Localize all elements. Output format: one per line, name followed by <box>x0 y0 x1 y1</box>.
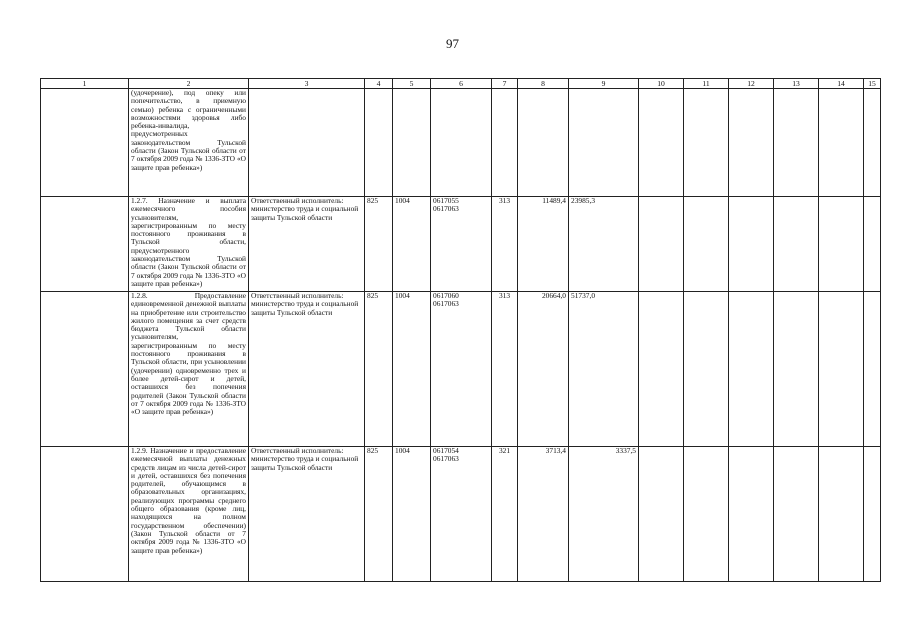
header-cell: 11 <box>684 79 729 89</box>
cell-executor: Ответственный исполнитель: министерство труда и социальной защиты Тульской области <box>249 197 365 292</box>
cell-executor: Ответственный исполнитель: министерство труда и социальной защиты Тульской области <box>249 292 365 447</box>
cell-col9: 3337,5 <box>569 447 639 582</box>
cell-col10 <box>639 292 684 447</box>
header-cell: 6 <box>431 79 492 89</box>
table-row <box>41 447 881 582</box>
cell-col6: 0617060 0617063 <box>431 292 492 447</box>
cell-col4: 825 <box>365 292 393 447</box>
budget-table <box>40 78 881 582</box>
page-number: 97 <box>446 36 459 51</box>
cell-description: 1.2.7. Назначение и выплата ежемесячного пособия усыновителям, зарегистрированным по месту постоянного проживания в Тульской области, предусмотренного законодательством Тульской области (Закон Тульской области от 7 октября 2009 года № 1336-ЗТО «О защите прав ребенка») <box>129 197 249 292</box>
cell-col9: 23985,3 <box>569 197 639 292</box>
cell-col11 <box>684 292 729 447</box>
cell-col15 <box>864 197 881 292</box>
cell-col8: 3713,4 <box>518 447 569 582</box>
cell-col8: 11489,4 <box>518 197 569 292</box>
cell-col4: 825 <box>365 197 393 292</box>
cell-col4: 825 <box>365 447 393 582</box>
cell-col14 <box>819 447 864 582</box>
cell-col9 <box>569 89 639 197</box>
cell-col4 <box>365 89 393 197</box>
cell-executor <box>249 89 365 197</box>
cell-col10 <box>639 197 684 292</box>
header-cell: 13 <box>774 79 819 89</box>
table-row <box>41 292 881 447</box>
cell-col13 <box>774 447 819 582</box>
cell-col5: 1004 <box>393 197 431 292</box>
cell-col1 <box>41 447 129 582</box>
header-row <box>41 79 881 89</box>
cell-col15 <box>864 447 881 582</box>
cell-col15 <box>864 292 881 447</box>
cell-col14 <box>819 292 864 447</box>
cell-col7 <box>492 89 518 197</box>
cell-description: 1.2.9. Назначение и предоставление ежемесячной выплаты денежных средств лицам из числа детей-сирот и детей, оставшихся без попечения родителей, обучающимся в образовательных организациях, реализующих программы среднего общего образования (кроме лиц, находящихся на полном государственном обеспечении) (Закон Тульской области от 7 октября 2009 года № 1336-ЗТО «О защите прав ребенка») <box>129 447 249 582</box>
header-cell: 1 <box>41 79 129 89</box>
cell-col13 <box>774 292 819 447</box>
cell-col14 <box>819 197 864 292</box>
cell-col5: 1004 <box>393 447 431 582</box>
cell-executor: Ответственный исполнитель: министерство труда и социальной защиты Тульской области <box>249 447 365 582</box>
header-cell: 4 <box>365 79 393 89</box>
cell-col1 <box>41 292 129 447</box>
cell-description: 1.2.8. Предоставление единовременной денежной выплаты на приобретение или строительство жилого помещения за счет средств бюджета Тульской области усыновителям, зарегистрированным по месту постоянного проживания в Тульской области, при усыновлении (удочерении) одновременно трех и более детей-сирот и детей, оставшихся без попечения родителей (Закон Тульской области от 7 октября 2009 года № 1336-ЗТО «О защите прав ребенка») <box>129 292 249 447</box>
header-cell: 12 <box>729 79 774 89</box>
cell-col5: 1004 <box>393 292 431 447</box>
cell-col13 <box>774 89 819 197</box>
cell-col9: 51737,0 <box>569 292 639 447</box>
cell-col1 <box>41 197 129 292</box>
header-cell: 8 <box>518 79 569 89</box>
cell-col12 <box>729 89 774 197</box>
header-cell: 7 <box>492 79 518 89</box>
cell-col12 <box>729 447 774 582</box>
cell-col7: 321 <box>492 447 518 582</box>
cell-col6 <box>431 89 492 197</box>
cell-col8: 20664,0 <box>518 292 569 447</box>
header-cell: 3 <box>249 79 365 89</box>
cell-col8 <box>518 89 569 197</box>
cell-col11 <box>684 447 729 582</box>
cell-col6: 0617055 0617063 <box>431 197 492 292</box>
header-cell: 9 <box>569 79 639 89</box>
table-row <box>41 89 881 197</box>
cell-col11 <box>684 197 729 292</box>
cell-col12 <box>729 197 774 292</box>
cell-col1 <box>41 89 129 197</box>
cell-description: (удочерение), под опеку или попечительство, в приемную семью) ребенка с ограниченными возможностями здоровья либо ребенка-инвалида, предусмотренных законодательством Тульской области (Закон Тульской области от 7 октября 2009 года № 1336-ЗТО «О защите прав ребенка») <box>129 89 249 197</box>
header-cell: 2 <box>129 79 249 89</box>
cell-col14 <box>819 89 864 197</box>
header-cell: 15 <box>864 79 881 89</box>
cell-col15 <box>864 89 881 197</box>
cell-col7: 313 <box>492 197 518 292</box>
cell-col6: 0617054 0617063 <box>431 447 492 582</box>
cell-col10 <box>639 447 684 582</box>
cell-col5 <box>393 89 431 197</box>
header-cell: 14 <box>819 79 864 89</box>
table-row <box>41 197 881 292</box>
cell-col13 <box>774 197 819 292</box>
header-cell: 5 <box>393 79 431 89</box>
cell-col7: 313 <box>492 292 518 447</box>
cell-col10 <box>639 89 684 197</box>
cell-col12 <box>729 292 774 447</box>
header-cell: 10 <box>639 79 684 89</box>
cell-col11 <box>684 89 729 197</box>
